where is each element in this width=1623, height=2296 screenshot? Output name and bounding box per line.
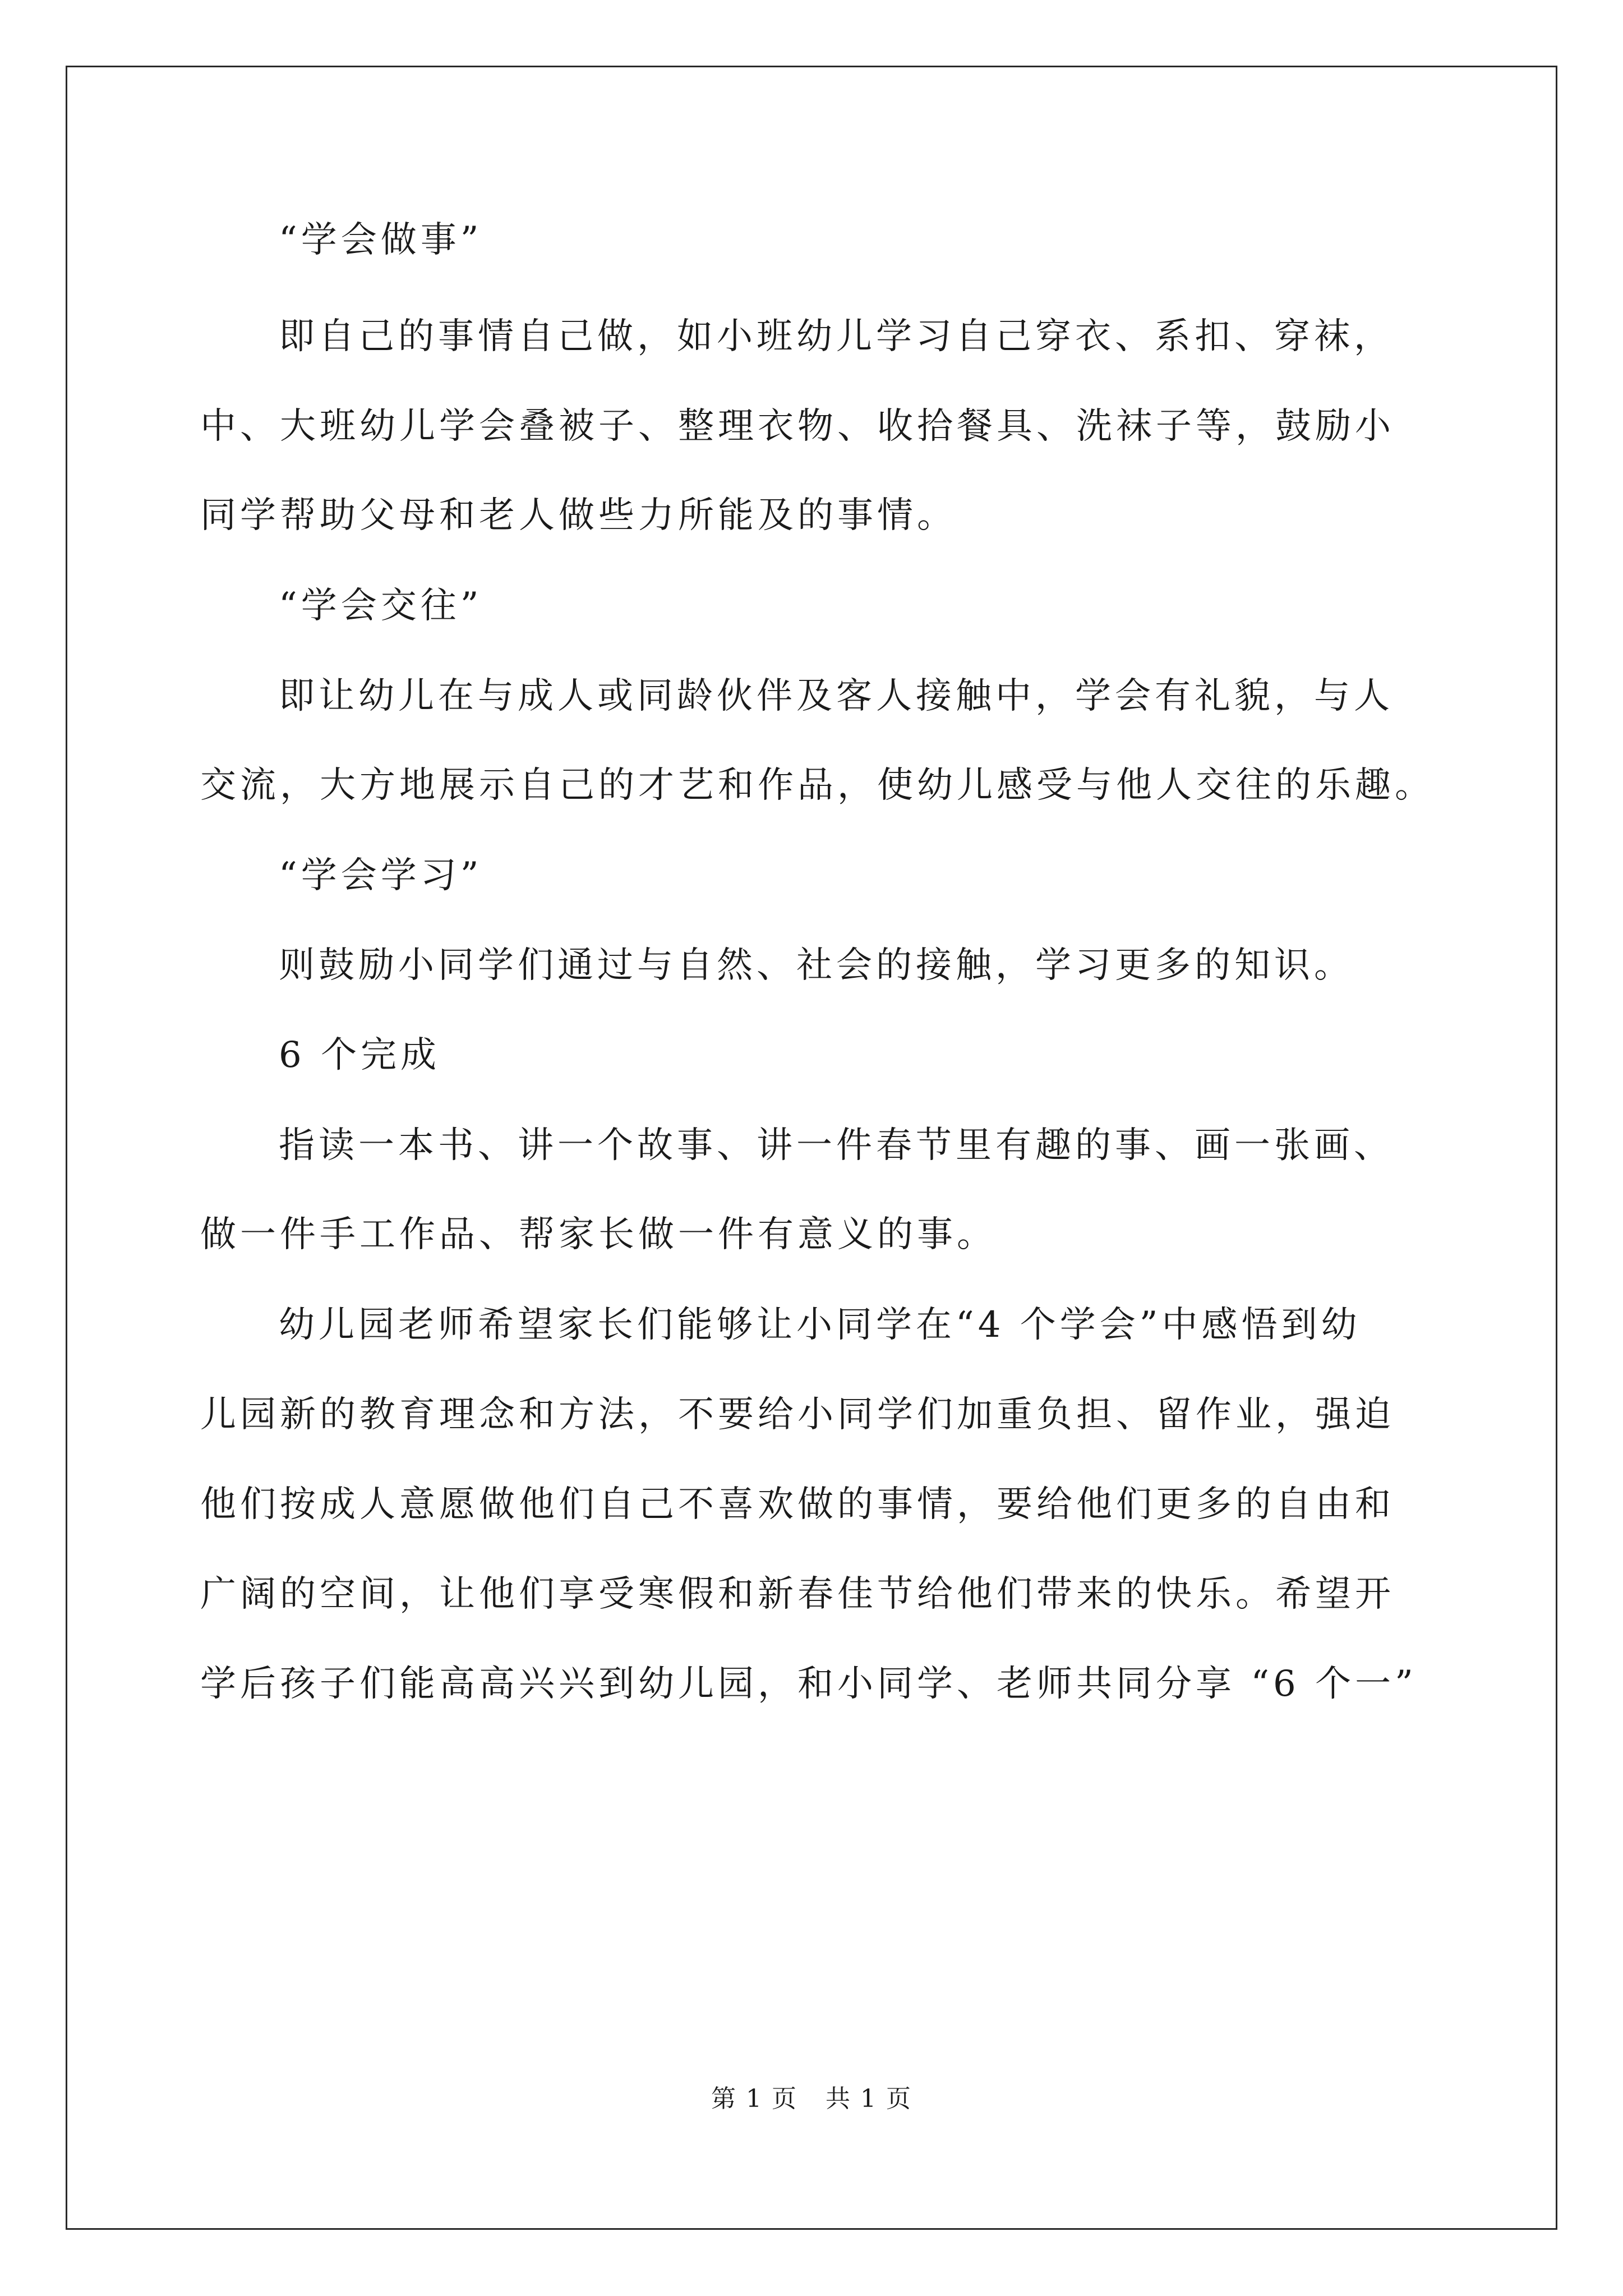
paragraph-line: 学后孩子们能高高兴兴到幼儿园，和小同学、老师共同分享 “6 个一” [200, 1663, 1417, 1705]
paragraph-line: 则鼓励小同学们通过与自然、社会的接触，学习更多的知识。 [279, 945, 1354, 986]
paragraph-line: 即自己的事情自己做，如小班幼儿学习自己穿衣、系扣、穿袜， [279, 316, 1394, 357]
paragraph-line: 同学帮助父母和老人做些力所能及的事情。 [200, 495, 957, 536]
section-heading: “学会做事” [279, 219, 483, 261]
page-footer [0, 2087, 1623, 2111]
section-heading: 6 个完成 [279, 1034, 441, 1076]
page-total: 共 1 页 [826, 2085, 912, 2113]
page-number: 第 1 页 [711, 2085, 797, 2113]
paragraph-line: 他们按成人意愿做他们自己不喜欢做的事情，要给他们更多的自由和 [200, 1484, 1395, 1525]
paragraph-line: 交流，大方地展示自己的才艺和作品，使幼儿感受与他人交往的乐趣。 [200, 765, 1435, 806]
paragraph-line: 即让幼儿在与成人或同龄伙伴及客人接触中，学会有礼貌，与人 [279, 675, 1394, 717]
paragraph-line: 做一件手工作品、帮家长做一件有意义的事。 [200, 1214, 997, 1255]
section-heading: “学会交往” [279, 585, 483, 627]
section-heading: “学会学习” [279, 855, 483, 896]
paragraph-line: 指读一本书、讲一个故事、讲一件春节里有趣的事、画一张画、 [279, 1125, 1394, 1166]
paragraph-line: 中、大班幼儿学会叠被子、整理衣物、收拾餐具、洗袜子等，鼓励小 [200, 406, 1395, 447]
paragraph-line: 广阔的空间，让他们享受寒假和新春佳节给他们带来的快乐。希望开 [200, 1573, 1395, 1615]
paragraph-line: 幼儿园老师希望家长们能够让小同学在“4 个学会”中感悟到幼 [279, 1304, 1361, 1346]
paragraph-line: 儿园新的教育理念和方法，不要给小同学们加重负担、留作业，强迫 [200, 1394, 1395, 1435]
